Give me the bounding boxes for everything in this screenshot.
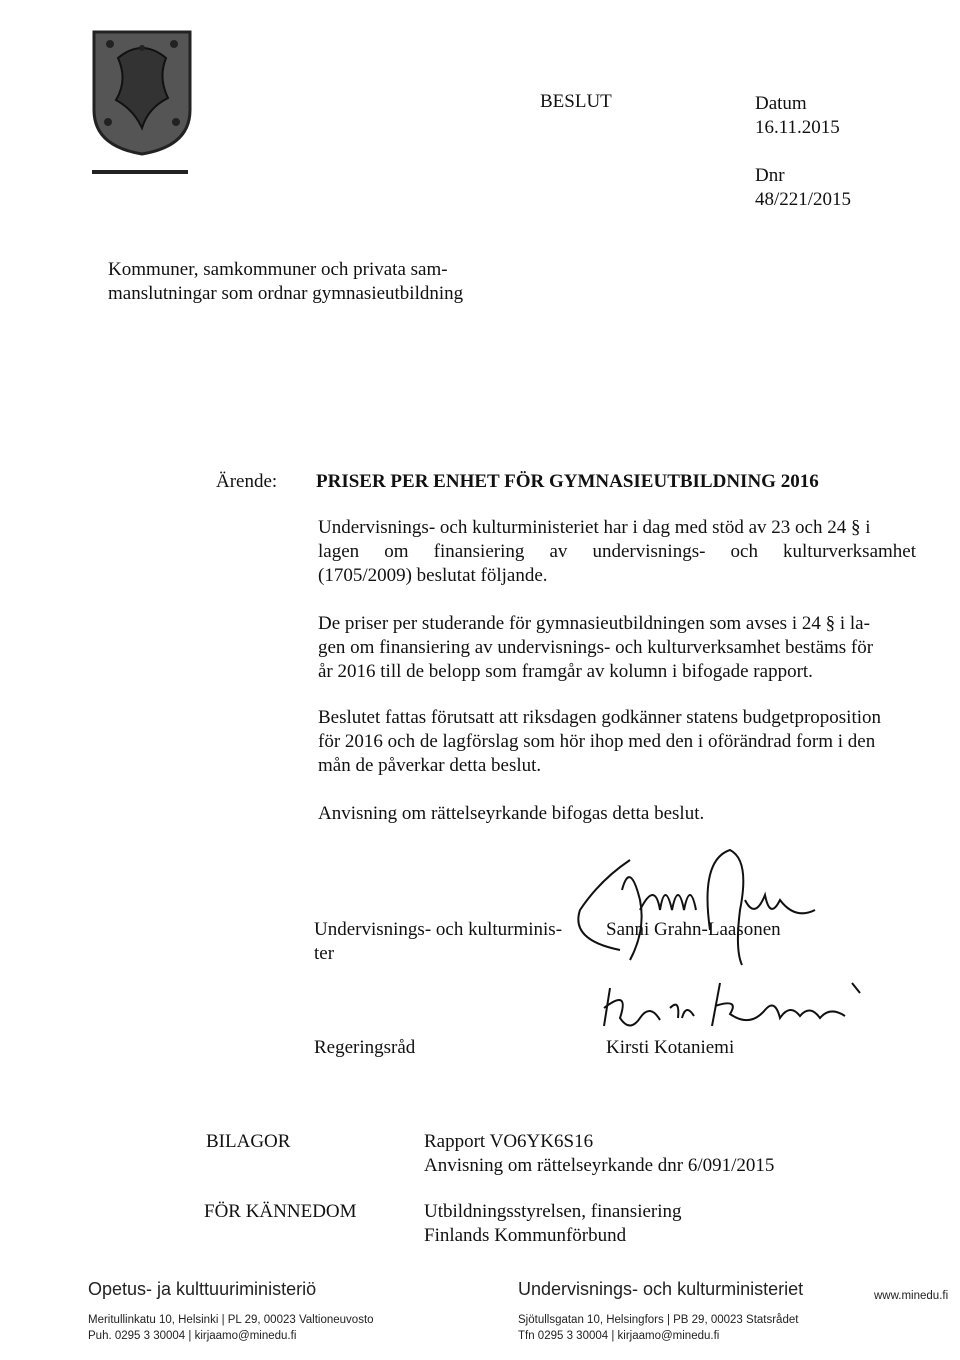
counsellor-name: Kirsti Kotaniemi <box>606 1037 735 1058</box>
body-line: mån de påverkar detta beslut. <box>318 755 542 776</box>
body-line: för 2016 och de lagförslag som hör ihop med den i oförändrad form i den <box>318 731 876 752</box>
attachments-label: BILAGOR <box>206 1131 291 1152</box>
for-info-item: Finlands Kommunförbund <box>424 1225 627 1246</box>
date-label: Datum <box>755 93 807 114</box>
body-paragraph-1 <box>318 516 916 588</box>
footer-contact-fi: Puh. 0295 3 30004 | kirjaamo@minedu.fi <box>88 1330 297 1342</box>
recipient-line: manslutningar som ordnar gymnasieutbildning <box>108 283 464 304</box>
footer-ministry-name-fi: Opetus- ja kulttuuriministeriö <box>88 1279 317 1299</box>
subject-title: PRISER PER ENHET FÖR GYMNASIEUTBILDNING 2016 <box>316 471 819 492</box>
dnr-label: Dnr <box>755 165 785 186</box>
document-type: BESLUT <box>540 91 612 112</box>
subject-label: Ärende: <box>216 471 278 492</box>
footer-contact-sv: Tfn 0295 3 30004 | kirjaamo@minedu.fi <box>518 1330 720 1342</box>
logo-rule <box>92 170 188 174</box>
counsellor-title: Regeringsråd <box>314 1037 416 1058</box>
minister-name: Sanni Grahn-Laasonen <box>606 919 781 940</box>
coat-of-arms-logo <box>88 18 196 158</box>
minister-title: ter <box>314 943 335 964</box>
body-line: Undervisnings- och kulturministeriet har i dag med stöd av 23 och 24 § i <box>318 517 871 538</box>
attachment-item: Anvisning om rättelseyrkande dnr 6/091/2015 <box>424 1155 775 1176</box>
body-line: år 2016 till de belopp som framgår av kolumn i bifogade rapport. <box>318 661 813 682</box>
body-line: lagen om finansiering av undervisnings- och kulturverksamhet <box>318 541 916 562</box>
footer-ministry-name-sv: Undervisnings- och kulturministeriet <box>518 1279 804 1299</box>
footer-address-sv: Sjötullsgatan 10, Helsingfors | PB 29, 00023 Statsrådet <box>518 1314 799 1326</box>
body-line: De priser per studerande för gymnasieutbildningen som avses i 24 § i la- <box>318 613 870 634</box>
for-info-label: FÖR KÄNNEDOM <box>204 1201 357 1222</box>
body-paragraph-2 <box>318 612 916 684</box>
footer-address-fi: Meritullinkatu 10, Helsinki | PL 29, 00023 Valtioneuvosto <box>88 1314 374 1326</box>
date-value: 16.11.2015 <box>755 117 840 138</box>
minister-handwritten-signature <box>560 840 820 970</box>
body-paragraph-3 <box>318 706 916 778</box>
attachment-item: Rapport VO6YK6S16 <box>424 1131 594 1152</box>
dnr-value: 48/221/2015 <box>755 189 852 210</box>
body-line: Beslutet fattas förutsatt att riksdagen godkänner statens budgetproposition <box>318 707 882 728</box>
counsellor-handwritten-signature <box>590 978 870 1038</box>
body-paragraph-4: Anvisning om rättelseyrkande bifogas detta beslut. <box>318 803 705 824</box>
body-line: (1705/2009) beslutat följande. <box>318 565 548 586</box>
body-line: gen om finansiering av undervisnings- och kulturverksamhet bestäms för <box>318 637 874 658</box>
recipient-line: Kommuner, samkommuner och privata sam- <box>108 259 448 280</box>
minister-title: Undervisnings- och kulturminis- <box>314 919 563 940</box>
footer-website-link[interactable]: www.minedu.fi <box>874 1290 949 1302</box>
for-info-item: Utbildningsstyrelsen, finansiering <box>424 1201 682 1222</box>
